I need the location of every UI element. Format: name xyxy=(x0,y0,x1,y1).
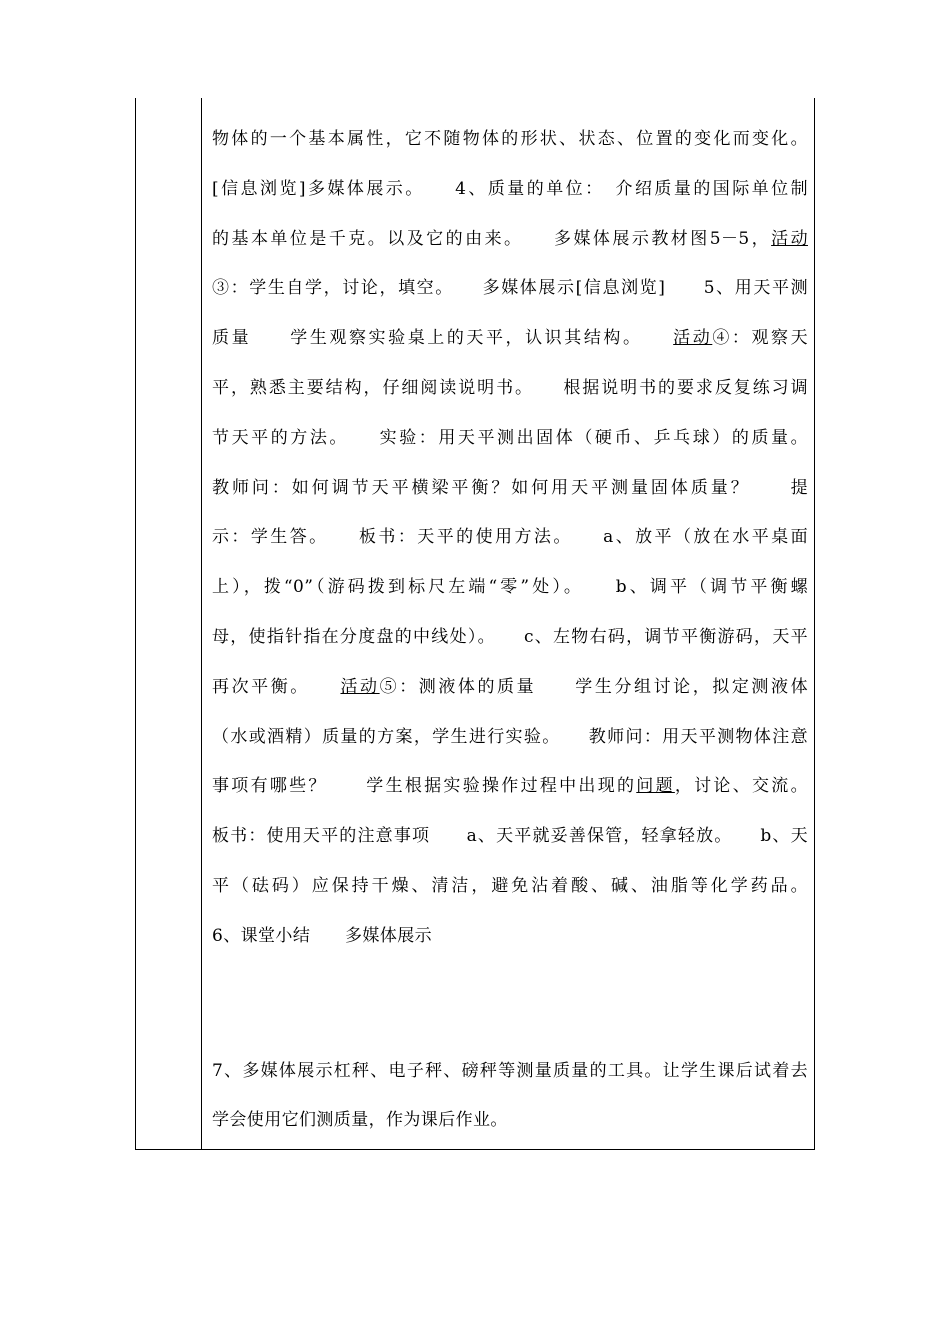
text-line: 学会使用它们测质量，作为课后作业。 xyxy=(212,1110,508,1131)
blank-gap xyxy=(212,962,808,1047)
text-line: 6、课堂小结 多媒体展示 xyxy=(212,925,433,946)
text-line xyxy=(212,663,808,713)
text-line: [信息浏览]多媒体展示。 4、质量的单位： 介绍质量的国际单位制 xyxy=(212,178,808,199)
text-line xyxy=(212,314,808,364)
text-line: 平（砝码）应保持干燥、清洁，避免沾着酸、碱、油脂等化学药品。 xyxy=(212,875,808,896)
text-span: ⑤：测液体的质量 学生分组讨论，拟定测液体 xyxy=(379,676,808,697)
lesson-table xyxy=(135,98,815,1150)
text-span: 再次平衡。 xyxy=(212,676,341,697)
text-line: 教师问：如何调节天平横梁平衡？如何用天平测量固体质量？ 提 xyxy=(212,477,808,498)
text-line xyxy=(212,215,808,265)
content-cell xyxy=(212,115,808,1146)
text-span: 的基本单位是千克。以及它的由来。 多媒体展示教材图5－5， xyxy=(212,228,772,249)
text-line: 示：学生答。 板书：天平的使用方法。 a、放平（放在水平桌面 xyxy=(212,527,808,548)
text-span: ④：观察天 xyxy=(712,328,808,349)
text-line xyxy=(212,762,808,812)
text-line: ③：学生自学，讨论，填空。 多媒体展示[信息浏览] 5、用天平测 xyxy=(212,278,808,299)
text-line: 母，使指针指在分度盘的中线处）。 c、左物右码，调节平衡游码，天平 xyxy=(212,626,808,647)
activity-link[interactable]: 活动 xyxy=(340,676,380,697)
text-line: 节天平的方法。 实验：用天平测出固体（硬币、乒乓球）的质量。 xyxy=(212,427,808,448)
text-line: 上），拨“0”（游码拨到标尺左端“零”处）。 b、调平（调节平衡螺 xyxy=(212,577,808,598)
table-left-column xyxy=(136,98,202,1149)
text-line: 平，熟悉主要结构，仔细阅读说明书。 根据说明书的要求反复练习调 xyxy=(212,377,808,398)
activity-link[interactable]: 活动 xyxy=(673,328,713,349)
text-line: 板书：使用天平的注意事项 a、天平就妥善保管，轻拿轻放。 b、天 xyxy=(212,826,808,847)
problem-link[interactable]: 问题 xyxy=(636,776,675,797)
text-line: 物体的一个基本属性，它不随物体的形状、状态、位置的变化而变化。 xyxy=(212,129,808,149)
text-line: （水或酒精）质量的方案，学生进行实验。 教师问：用天平测物体注意 xyxy=(212,726,808,747)
activity-link[interactable]: 活动 xyxy=(771,228,808,249)
text-span: 事项有哪些？ 学生根据实验操作过程中出现的 xyxy=(212,776,637,797)
text-span: 质量 学生观察实验桌上的天平，认识其结构。 xyxy=(212,328,674,349)
text-line: 7、多媒体展示杠秤、电子秤、磅秤等测量质量的工具。让学生课后试着去 xyxy=(212,1060,808,1081)
text-span: ，讨论、交流。 xyxy=(674,776,808,797)
